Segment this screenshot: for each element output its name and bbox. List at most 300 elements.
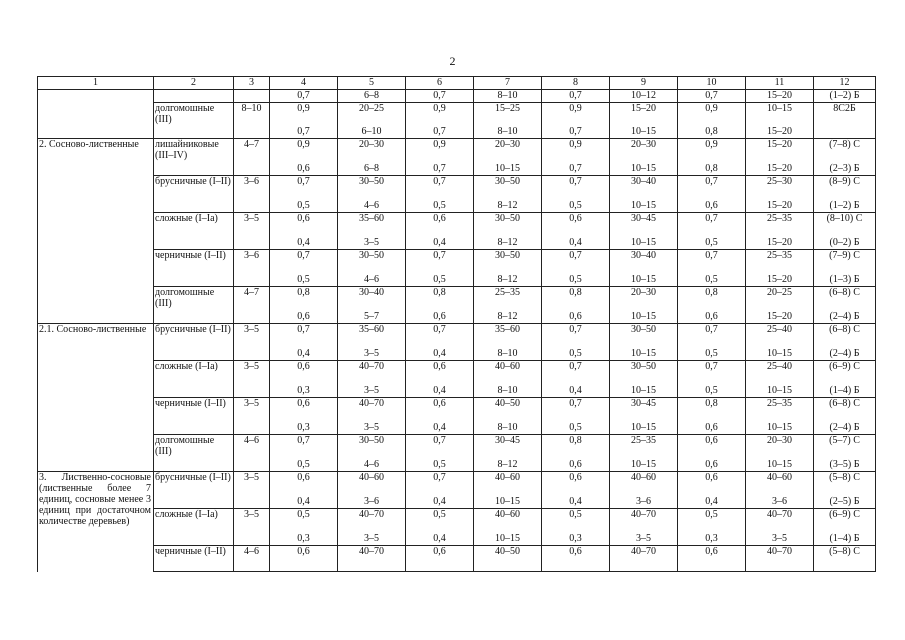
- value-upper: 25–35: [631, 435, 656, 446]
- value-cell: [814, 287, 876, 324]
- value-upper: 40–50: [495, 398, 520, 409]
- value-upper: 0,9: [705, 139, 718, 150]
- value-lower: 0,8: [705, 163, 718, 174]
- continuation-cell: 15–20: [746, 90, 814, 103]
- value-lower: 0,5: [705, 237, 718, 248]
- value-upper: 0,6: [433, 546, 446, 557]
- value-upper: 40–50: [495, 546, 520, 557]
- value-upper: 20–30: [631, 139, 656, 150]
- value-lower: (1–4) Б: [829, 385, 860, 396]
- table-row: [38, 435, 876, 472]
- value-lower: 0,5: [569, 422, 582, 433]
- page-number: 2: [449, 54, 456, 68]
- value-upper: 30–50: [359, 435, 384, 446]
- value-upper: 0,6: [569, 472, 582, 483]
- range-cell: 4–6: [234, 546, 270, 572]
- continuation-cell: 0,7: [270, 90, 338, 103]
- site-type-cell: сложные (I–Ia): [154, 361, 234, 398]
- forest-type-cell: 3. Лиственно-сосновые (лиственные более 7 единиц, сосновые менее 3 единиц при достаточном количестве деревьев): [38, 472, 154, 572]
- value-lower: 0,6: [569, 311, 582, 322]
- value-upper: 0,6: [433, 213, 446, 224]
- value-upper: 25–35: [767, 250, 792, 261]
- value-cell: [746, 472, 814, 509]
- value-cell: [270, 250, 338, 287]
- value-upper: 25–30: [767, 176, 792, 187]
- value-upper: 20–25: [767, 287, 792, 298]
- value-lower: 0,4: [297, 348, 310, 359]
- value-lower: 0,7: [569, 126, 582, 137]
- value-lower: 0,6: [297, 163, 310, 174]
- value-upper: (5–8) С: [829, 546, 860, 557]
- value-cell: [338, 324, 406, 361]
- value-lower: 8–12: [497, 311, 518, 322]
- value-cell: [338, 472, 406, 509]
- value-upper: 0,9: [297, 103, 310, 114]
- value-cell: [610, 324, 678, 361]
- range-cell: 3–5: [234, 361, 270, 398]
- range-cell: 3–6: [234, 250, 270, 287]
- value-lower: 0,6: [297, 311, 310, 322]
- value-cell: [474, 546, 542, 572]
- value-lower: 6–10: [361, 126, 382, 137]
- value-cell: [406, 287, 474, 324]
- value-lower: 0,7: [433, 126, 446, 137]
- range-cell: 3–5: [234, 509, 270, 546]
- site-type-cell: сложные (I–Ia): [154, 213, 234, 250]
- value-cell: [678, 103, 746, 139]
- value-cell: [746, 103, 814, 139]
- value-upper: 0,8: [297, 287, 310, 298]
- value-cell: [746, 398, 814, 435]
- continuation-cell: [234, 90, 270, 103]
- value-lower: 0,6: [705, 200, 718, 211]
- site-type-cell: брусничные (I–II): [154, 324, 234, 361]
- value-cell: [610, 472, 678, 509]
- value-lower: 15–20: [767, 274, 792, 285]
- value-cell: [270, 546, 338, 572]
- value-lower: 0,6: [705, 422, 718, 433]
- site-type-cell: долгомошные (III): [154, 435, 234, 472]
- value-lower: (2–4) Б: [829, 311, 860, 322]
- value-lower: 10–15: [631, 422, 656, 433]
- column-header-8: 8: [542, 77, 610, 90]
- value-cell: [338, 213, 406, 250]
- value-upper: 0,7: [297, 176, 310, 187]
- value-cell: [338, 546, 406, 572]
- value-upper: 0,8: [433, 287, 446, 298]
- value-cell: [746, 546, 814, 572]
- value-cell: [270, 324, 338, 361]
- value-cell: [270, 509, 338, 546]
- value-upper: 20–25: [359, 103, 384, 114]
- value-cell: [678, 287, 746, 324]
- table-row: [38, 546, 876, 572]
- value-cell: [746, 324, 814, 361]
- table-row: [38, 139, 876, 176]
- value-lower: 5–7: [364, 311, 379, 322]
- value-lower: 3–5: [364, 348, 379, 359]
- site-type-cell: черничные (I–II): [154, 250, 234, 287]
- site-type-cell: долгомошные (III): [154, 103, 234, 139]
- range-cell: 3–5: [234, 324, 270, 361]
- value-upper: (8–10) С: [826, 213, 863, 224]
- value-lower: 3–6: [636, 496, 651, 507]
- value-lower: 0,5: [705, 385, 718, 396]
- value-upper: 25–35: [495, 287, 520, 298]
- value-upper: (6–8) С: [829, 398, 860, 409]
- value-cell: [814, 324, 876, 361]
- column-header-10: 10: [678, 77, 746, 90]
- value-cell: [678, 509, 746, 546]
- value-lower: 0,6: [569, 459, 582, 470]
- value-cell: [542, 287, 610, 324]
- value-lower: 0,5: [705, 348, 718, 359]
- value-lower: 10–15: [631, 348, 656, 359]
- value-cell: [678, 324, 746, 361]
- value-upper: 0,7: [433, 435, 446, 446]
- value-cell: [814, 176, 876, 213]
- column-header-5: 5: [338, 77, 406, 90]
- value-upper: 40–70: [767, 546, 792, 557]
- value-upper: 30–45: [495, 435, 520, 446]
- value-lower: 0,6: [705, 459, 718, 470]
- value-upper: 0,8: [569, 287, 582, 298]
- value-lower: 0,3: [297, 385, 310, 396]
- value-cell: [542, 472, 610, 509]
- value-upper: 0,7: [433, 250, 446, 261]
- value-lower: 8–12: [497, 200, 518, 211]
- site-type-cell: брусничные (I–II): [154, 472, 234, 509]
- value-upper: 30–50: [631, 361, 656, 372]
- value-upper: 0,7: [705, 213, 718, 224]
- continuation-cell: 0,7: [406, 90, 474, 103]
- value-upper: 10–15: [767, 103, 792, 114]
- value-cell: [474, 509, 542, 546]
- value-upper: 25–35: [767, 213, 792, 224]
- value-lower: 3–5: [636, 533, 651, 544]
- value-lower: 8–12: [497, 274, 518, 285]
- value-upper: 40–60: [767, 472, 792, 483]
- value-cell: [542, 546, 610, 572]
- value-cell: [746, 361, 814, 398]
- value-upper: 30–50: [631, 324, 656, 335]
- value-cell: [406, 213, 474, 250]
- value-cell: [678, 139, 746, 176]
- value-lower: 8–10: [497, 348, 518, 359]
- value-lower: (0–2) Б: [829, 237, 860, 248]
- value-lower: 10–15: [495, 496, 520, 507]
- value-lower: 0,7: [433, 163, 446, 174]
- table-row: [38, 103, 876, 139]
- table-row: [38, 509, 876, 546]
- value-upper: 0,7: [569, 361, 582, 372]
- value-cell: [746, 435, 814, 472]
- value-upper: 0,6: [569, 546, 582, 557]
- value-upper: 0,8: [705, 398, 718, 409]
- value-lower: 0,4: [297, 496, 310, 507]
- value-upper: (6–9) С: [829, 361, 860, 372]
- value-upper: 0,7: [433, 472, 446, 483]
- value-upper: 0,7: [705, 250, 718, 261]
- continuation-row: [38, 90, 876, 103]
- value-cell: [474, 361, 542, 398]
- table-row: [38, 398, 876, 435]
- value-lower: 0,5: [569, 348, 582, 359]
- value-lower: 10–15: [631, 311, 656, 322]
- value-cell: [270, 139, 338, 176]
- value-cell: [406, 103, 474, 139]
- value-upper: 0,7: [705, 324, 718, 335]
- value-cell: [678, 472, 746, 509]
- value-lower: 15–20: [767, 126, 792, 137]
- value-cell: [814, 250, 876, 287]
- value-lower: 10–15: [767, 385, 792, 396]
- value-cell: [270, 176, 338, 213]
- value-lower: 8–10: [497, 126, 518, 137]
- value-lower: 0,4: [433, 422, 446, 433]
- value-cell: [814, 361, 876, 398]
- value-cell: [338, 287, 406, 324]
- forest-type-cell: 2.1. Сосново-лиственные: [38, 324, 154, 472]
- value-lower: 0,7: [569, 163, 582, 174]
- value-cell: [610, 287, 678, 324]
- value-upper: (6–8) С: [829, 287, 860, 298]
- value-upper: 0,7: [569, 324, 582, 335]
- value-lower: 0,3: [705, 533, 718, 544]
- continuation-cell: 0,7: [542, 90, 610, 103]
- value-lower: 0,5: [433, 459, 446, 470]
- value-lower: 10–15: [495, 163, 520, 174]
- value-upper: 0,6: [433, 398, 446, 409]
- range-cell: 4–7: [234, 139, 270, 176]
- table-row: [38, 213, 876, 250]
- value-cell: [474, 398, 542, 435]
- value-cell: [678, 361, 746, 398]
- value-lower: 15–20: [767, 200, 792, 211]
- value-upper: 0,9: [569, 103, 582, 114]
- range-cell: 4–6: [234, 435, 270, 472]
- value-cell: [610, 176, 678, 213]
- column-header-7: 7: [474, 77, 542, 90]
- value-lower: 0,5: [297, 200, 310, 211]
- table-row: [38, 324, 876, 361]
- value-lower: 8–10: [497, 385, 518, 396]
- value-cell: [270, 287, 338, 324]
- value-cell: [610, 139, 678, 176]
- value-upper: 30–40: [631, 176, 656, 187]
- value-lower: 0,3: [297, 422, 310, 433]
- value-upper: 20–30: [359, 139, 384, 150]
- table-row: [38, 287, 876, 324]
- value-cell: [814, 472, 876, 509]
- value-cell: [338, 139, 406, 176]
- column-header-4: 4: [270, 77, 338, 90]
- value-cell: [814, 398, 876, 435]
- value-upper: 35–60: [359, 324, 384, 335]
- value-lower: 10–15: [767, 348, 792, 359]
- value-cell: [542, 398, 610, 435]
- value-cell: [746, 176, 814, 213]
- column-header-2: 2: [154, 77, 234, 90]
- continuation-cell: 6–8: [338, 90, 406, 103]
- value-upper: 40–60: [631, 472, 656, 483]
- value-cell: [746, 213, 814, 250]
- value-cell: [270, 398, 338, 435]
- value-lower: (1–2) Б: [829, 200, 860, 211]
- value-lower: 3–5: [364, 237, 379, 248]
- value-upper: 40–70: [359, 546, 384, 557]
- value-cell: [542, 103, 610, 139]
- value-cell: [542, 139, 610, 176]
- value-upper: 40–60: [495, 509, 520, 520]
- value-upper: 0,5: [705, 509, 718, 520]
- range-cell: 4–7: [234, 287, 270, 324]
- value-upper: 40–70: [631, 546, 656, 557]
- forest-table: [37, 76, 876, 572]
- value-upper: 35–60: [495, 324, 520, 335]
- range-cell: 3–5: [234, 472, 270, 509]
- value-lower: 10–15: [631, 126, 656, 137]
- value-upper: 30–45: [631, 213, 656, 224]
- value-upper: 30–50: [495, 213, 520, 224]
- value-lower: 10–15: [495, 533, 520, 544]
- value-upper: 0,6: [297, 546, 310, 557]
- value-upper: (5–7) С: [829, 435, 860, 446]
- continuation-cell: 10–12: [610, 90, 678, 103]
- range-cell: 8–10: [234, 103, 270, 139]
- value-cell: [542, 509, 610, 546]
- value-upper: (6–8) С: [829, 324, 860, 335]
- value-upper: 0,7: [569, 398, 582, 409]
- column-header-11: 11: [746, 77, 814, 90]
- value-upper: (8–9) С: [829, 176, 860, 187]
- value-cell: [406, 139, 474, 176]
- value-upper: 0,5: [569, 509, 582, 520]
- value-cell: [678, 546, 746, 572]
- value-cell: [746, 287, 814, 324]
- value-lower: 3–5: [364, 422, 379, 433]
- value-cell: [814, 213, 876, 250]
- value-lower: 0,4: [569, 385, 582, 396]
- value-upper: 40–70: [631, 509, 656, 520]
- table-row: [38, 176, 876, 213]
- header-row: [38, 77, 876, 90]
- value-upper: 0,6: [569, 213, 582, 224]
- value-upper: 0,9: [433, 103, 446, 114]
- value-cell: [814, 509, 876, 546]
- value-lower: 0,6: [705, 311, 718, 322]
- value-cell: [406, 361, 474, 398]
- value-upper: 30–45: [631, 398, 656, 409]
- value-upper: 8С2Б: [833, 103, 856, 114]
- table-row: [38, 361, 876, 398]
- site-type-cell: брусничные (I–II): [154, 176, 234, 213]
- value-upper: 0,5: [433, 509, 446, 520]
- value-cell: [406, 250, 474, 287]
- value-upper: 40–70: [767, 509, 792, 520]
- value-upper: 25–35: [767, 398, 792, 409]
- value-upper: 0,7: [297, 250, 310, 261]
- value-upper: 40–70: [359, 509, 384, 520]
- column-header-6: 6: [406, 77, 474, 90]
- site-type-cell: черничные (I–II): [154, 546, 234, 572]
- table-row: [38, 250, 876, 287]
- value-cell: [474, 324, 542, 361]
- value-cell: [474, 103, 542, 139]
- value-upper: 0,7: [297, 324, 310, 335]
- value-cell: [474, 250, 542, 287]
- value-cell: [542, 324, 610, 361]
- value-upper: 40–60: [495, 361, 520, 372]
- value-cell: [270, 472, 338, 509]
- value-lower: 0,4: [433, 237, 446, 248]
- value-lower: 8–12: [497, 459, 518, 470]
- value-lower: 10–15: [631, 200, 656, 211]
- value-cell: [814, 103, 876, 139]
- value-upper: 40–70: [359, 398, 384, 409]
- value-cell: [474, 472, 542, 509]
- site-type-cell: лишайниковые (III–IV): [154, 139, 234, 176]
- value-lower: 0,5: [705, 274, 718, 285]
- value-upper: 0,6: [297, 398, 310, 409]
- value-lower: 10–15: [767, 459, 792, 470]
- value-upper: 0,9: [705, 103, 718, 114]
- value-cell: [746, 139, 814, 176]
- value-cell: [338, 435, 406, 472]
- value-cell: [406, 546, 474, 572]
- column-header-3: 3: [234, 77, 270, 90]
- value-upper: 40–60: [359, 472, 384, 483]
- value-cell: [610, 213, 678, 250]
- value-upper: 30–40: [631, 250, 656, 261]
- value-lower: 15–20: [767, 311, 792, 322]
- value-cell: [746, 509, 814, 546]
- value-cell: [406, 509, 474, 546]
- value-upper: 0,6: [297, 361, 310, 372]
- value-upper: 15–25: [495, 103, 520, 114]
- value-upper: 0,5: [297, 509, 310, 520]
- value-cell: [338, 361, 406, 398]
- value-upper: 0,9: [569, 139, 582, 150]
- value-cell: [270, 213, 338, 250]
- value-lower: 8–12: [497, 237, 518, 248]
- value-upper: 0,6: [705, 435, 718, 446]
- value-cell: [746, 250, 814, 287]
- value-upper: 20–30: [631, 287, 656, 298]
- value-cell: [406, 472, 474, 509]
- value-cell: [406, 176, 474, 213]
- value-upper: 25–40: [767, 361, 792, 372]
- value-cell: [474, 176, 542, 213]
- value-lower: 15–20: [767, 237, 792, 248]
- column-header-12: 12: [814, 77, 876, 90]
- value-cell: [610, 509, 678, 546]
- site-type-cell: черничные (I–II): [154, 398, 234, 435]
- value-lower: 6–8: [364, 163, 379, 174]
- range-cell: 3–5: [234, 213, 270, 250]
- value-cell: [542, 361, 610, 398]
- continuation-cell: [154, 90, 234, 103]
- value-cell: [610, 361, 678, 398]
- continuation-cell: 0,7: [678, 90, 746, 103]
- value-cell: [678, 250, 746, 287]
- value-upper: 0,7: [297, 435, 310, 446]
- value-lower: 0,4: [433, 496, 446, 507]
- value-lower: 3–5: [772, 533, 787, 544]
- value-upper: 0,6: [297, 213, 310, 224]
- continuation-cell: 8–10: [474, 90, 542, 103]
- value-cell: [338, 103, 406, 139]
